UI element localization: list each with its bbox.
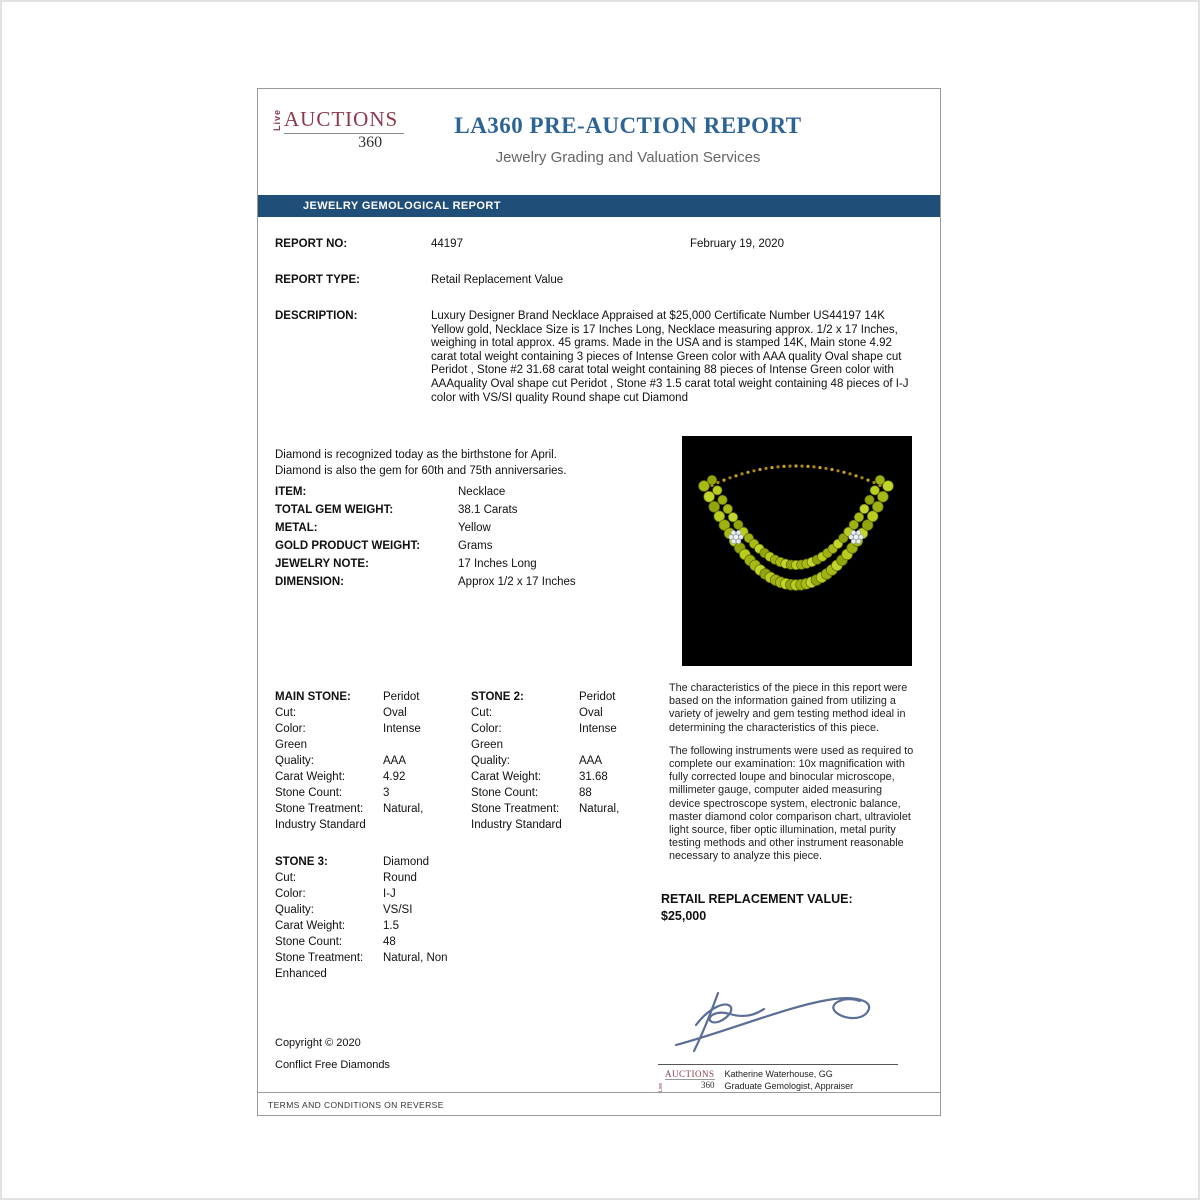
stone-attr-label: Quality: [275, 755, 314, 767]
stone-attr-row [275, 902, 451, 918]
copyright-text: Copyright © 2020 [275, 1037, 361, 1049]
stone-name: Peridot [383, 691, 420, 703]
stone-attr-value: Round [383, 872, 417, 884]
description-label: DESCRIPTION: [275, 310, 358, 322]
birthstone-note-2: Diamond is also the gem for 60th and 75th anniversaries. [275, 465, 567, 477]
stone-attr-label: Cut: [275, 872, 297, 884]
item-label: TOTAL GEM WEIGHT: [275, 504, 394, 516]
stone-attr-label: Cut: [275, 707, 297, 719]
page-subtitle: Jewelry Grading and Valuation Services [495, 149, 761, 166]
stone-attr-row [275, 950, 451, 982]
stone-attr-row [471, 705, 647, 721]
stone-attr-label: Stone Treatment: [275, 803, 364, 815]
report-date: February 19, 2020 [690, 238, 784, 250]
item-row [275, 540, 675, 558]
signature-block [658, 979, 903, 1092]
logo-number: 360 [358, 134, 383, 151]
stone-attr-label: Color: [471, 723, 502, 735]
report-no-label: REPORT NO: [275, 238, 348, 250]
stone-title-label: MAIN STONE: [275, 691, 351, 703]
logo-live-text: Live [272, 109, 282, 132]
section-band [258, 195, 940, 217]
item-attributes [275, 486, 675, 594]
item-label: GOLD PRODUCT WEIGHT: [275, 540, 421, 552]
stone-attr-label: Color: [275, 723, 306, 735]
report-page [257, 88, 941, 1116]
stone-attr-value: 88 [579, 787, 592, 799]
report-no-value: 44197 [431, 238, 463, 250]
stone-attr-row [275, 769, 451, 785]
stone-attr-row [275, 886, 451, 902]
stone-title-label: STONE 2: [471, 691, 524, 703]
footer-logo-number: 360 [701, 1080, 715, 1090]
description-text: Luxury Designer Brand Necklace Appraised at $25,000 Certificate Number US44197 14K Yellow gold, Necklace Size is 17 Inches Long, Necklace measuring approx. 1/2 x 17 Inches, weighing in total approx. 45 grams. Made in the USA and is stamped 14K, Main stone 4.92 carat total weight containing 3 pieces of Intense Green color with AAA quality Oval shape cut Peridot , Stone #2 31.68 carat total weight containing 88 pieces of Intense Green color with AAAquality Oval shape cut Peridot , Stone #3 1.5 carat total weight containing 48 pieces of I-J color with VS/SI quality Round shape cut Diamond [431, 310, 909, 404]
band-label: JEWELRY GEMOLOGICAL REPORT [303, 200, 501, 212]
stone-attr-value: 48 [383, 936, 396, 948]
page-title: LA360 PRE-AUCTION REPORT [454, 113, 802, 138]
stone-attr-row [275, 934, 451, 950]
stone-attr-label: Quality: [275, 904, 314, 916]
necklace-photo [682, 436, 912, 666]
item-label: METAL: [275, 522, 318, 534]
item-value: 38.1 Carats [458, 504, 518, 516]
retail-value-amount: $25,000 [661, 909, 707, 923]
methodology-paragraph-1: The characteristics of the piece in this report were based on the information gained from utilizing a variety of jewelry and gem testing method ideal in determining the characteristics of this piece. [669, 682, 908, 734]
item-row [275, 504, 675, 522]
appraiser-title: Graduate Gemologist, Appraiser [724, 1080, 854, 1091]
item-label: JEWELRY NOTE: [275, 558, 369, 570]
stone-attr-row [275, 918, 451, 934]
retail-value-block [661, 892, 853, 923]
conflict-free-text: Conflict Free Diamonds [275, 1059, 390, 1071]
item-value: Necklace [458, 486, 506, 498]
stone-name: Peridot [579, 691, 616, 703]
stone-attr-row [275, 721, 451, 753]
stone-attr-row [471, 801, 647, 833]
stone-attr-row [275, 705, 451, 721]
stone-attr-value: AAA [579, 755, 603, 767]
stone-attr-row [275, 785, 451, 801]
footer-logo-live: Live [658, 1082, 664, 1092]
item-row [275, 558, 675, 576]
stone-attr-label: Color: [275, 888, 306, 900]
stone-attr-label: Quality: [471, 755, 510, 767]
stone-attr-value: 1.5 [383, 920, 399, 932]
stone-attr-value: AAA [383, 755, 407, 767]
item-value: Yellow [458, 522, 491, 534]
stone-title-row [275, 854, 451, 870]
logo-name: AUCTIONS [284, 107, 404, 134]
terms-text: TERMS AND CONDITIONS ON REVERSE [268, 1100, 444, 1110]
signature-footer [658, 1069, 903, 1092]
stone-attr-value: Natural, Industry Standard [275, 803, 424, 831]
main-stone-panel [275, 689, 451, 833]
methodology-column [669, 682, 915, 874]
stone-attr-label: Carat Weight: [275, 771, 346, 783]
stone-attr-row [275, 753, 451, 769]
report-type-label: REPORT TYPE: [275, 274, 360, 286]
stone-attr-value: Oval [579, 707, 603, 719]
item-row [275, 486, 675, 504]
item-value: 17 Inches Long [458, 558, 537, 570]
footer-logo-name: AUCTIONS [665, 1069, 715, 1079]
item-label: DIMENSION: [275, 576, 344, 588]
item-label: ITEM: [275, 486, 307, 498]
retail-value-label: RETAIL REPLACEMENT VALUE: [661, 892, 853, 906]
stone-title-row [471, 689, 647, 705]
stone-attr-value: 3 [383, 787, 390, 799]
report-type-value: Retail Replacement Value [431, 274, 564, 286]
stone-attr-label: Stone Count: [471, 787, 539, 799]
stone-attr-row [275, 870, 451, 886]
stone2-panel [471, 689, 647, 833]
stone-attr-label: Cut: [471, 707, 493, 719]
stone-attr-value: Oval [383, 707, 407, 719]
stone-title-label: STONE 3: [275, 856, 328, 868]
stone-attr-row [275, 801, 451, 833]
stone-attr-row [471, 753, 647, 769]
stone-attr-value: Intense Green [471, 723, 617, 751]
stone3-panel [275, 854, 451, 982]
birthstone-note-1: Diamond is recognized today as the birthstone for April. [275, 449, 557, 461]
methodology-paragraph-2: The following instruments were used as required to complete our examination: 10x magnification with fully corrected loupe and binocular microscope, millimeter gauge, computer aided measuring device spectroscope system, electronic balance, master diamond color comparison chart, ultraviolet light source, fiber optic illumination, metal purity testing methods and other instrument reasonable necessary to analyze this piece. [669, 744, 914, 863]
footer-logo [665, 1069, 715, 1092]
stone-name: Diamond [383, 856, 430, 868]
stone-attr-row [471, 769, 647, 785]
stone-attr-row [471, 721, 647, 753]
stone-attr-label: Carat Weight: [275, 920, 346, 932]
stone-attr-label: Stone Count: [275, 936, 343, 948]
necklace-art [682, 436, 912, 666]
stone-title-row [275, 689, 451, 705]
stone-attr-value: Natural, Non Enhanced [275, 952, 448, 980]
stone-attr-row [471, 785, 647, 801]
item-value: Grams [458, 540, 493, 552]
stone-attr-value: Natural, Industry Standard [471, 803, 620, 831]
terms-strip [258, 1092, 940, 1110]
stone-attr-value: Intense Green [275, 723, 421, 751]
stone-attr-value: 4.92 [383, 771, 406, 783]
item-value: Approx 1/2 x 17 Inches [458, 576, 576, 588]
logo-text-block [284, 107, 404, 152]
stone-attr-label: Stone Treatment: [471, 803, 560, 815]
stone-attr-value: I-J [383, 888, 396, 900]
item-row [275, 522, 675, 540]
signature-image [658, 979, 898, 1059]
appraiser-name: Katherine Waterhouse, GG [724, 1069, 833, 1079]
appraiser-identity [725, 1069, 854, 1092]
stone-attr-value: VS/SI [383, 904, 413, 916]
stone-attr-label: Stone Treatment: [275, 952, 364, 964]
stone-attr-label: Stone Count: [275, 787, 343, 799]
brand-logo [272, 107, 404, 152]
birthstone-notes [275, 447, 567, 479]
stone-attr-label: Carat Weight: [471, 771, 542, 783]
item-row [275, 576, 675, 594]
stone-attr-value: 31.68 [579, 771, 608, 783]
signature-line [658, 1064, 898, 1065]
